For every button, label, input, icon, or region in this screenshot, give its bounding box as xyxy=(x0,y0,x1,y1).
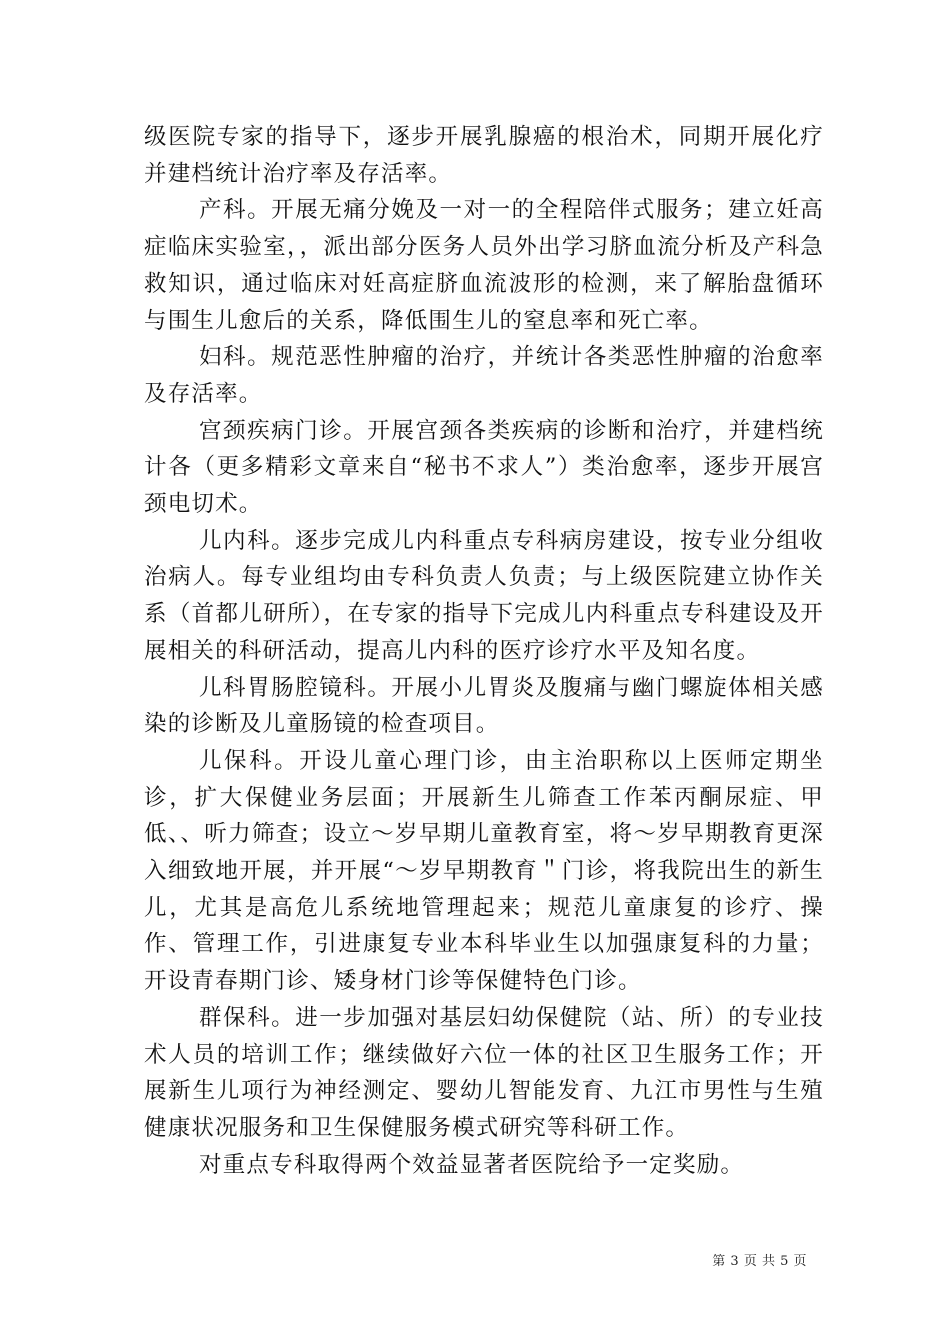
paragraph-continuation: 级医院专家的指导下，逐步开展乳腺癌的根治术，同期开展化疗并建档统计治疗率及存活率。 xyxy=(144,124,824,187)
page-number: 第 3 页 共 5 页 xyxy=(712,1254,807,1269)
paragraph-pediatric-internal: 儿内科。逐步完成儿内科重点专科病房建设，按专业分组收治病人。每专业组均由专科负责人负责；与上级医院建立协作关系（首都儿研所），在专家的指导下完成儿内科重点专科建设及开展相关的科研活动，提高儿内科的医疗诊疗水平及知名度。 xyxy=(144,527,824,664)
paragraph-obstetrics: 产科。开展无痛分娩及一对一的全程陪伴式服务；建立妊高症临床实验室，，派出部分医务人员外出学习脐血流分析及产科急救知识，通过临床对妊高症脐血流波形的检测，来了解胎盘循环与围生儿愈后的关系，降低围生儿的窒息率和死亡率。 xyxy=(144,197,824,334)
paragraph-reward: 对重点专科取得两个效益显著者医院给予一定奖励。 xyxy=(199,1151,745,1178)
document-body xyxy=(144,119,824,1183)
paragraph-child-health: 儿保科。开设儿童心理门诊，由主治职称以上医师定期坐诊，扩大保健业务层面；开展新生儿筛查工作苯丙酮尿症、甲低、、听力筛查；设立～岁早期儿童教育室，将～岁早期教育更深入细致地开展，并开展“～岁早期教育＂门诊，将我院出生的新生儿，尤其是高危儿系统地管理起来；规范儿童康复的诊疗、操作、管理工作，引进康复专业本科毕业生以加强康复科的力量；开设青春期门诊、矮身材门诊等保健特色门诊。 xyxy=(144,747,824,995)
paragraph-gynecology: 妇科。规范恶性肿瘤的治疗，并统计各类恶性肿瘤的治愈率及存活率。 xyxy=(144,344,824,407)
paragraph-community-health: 群保科。进一步加强对基层妇幼保健院（站、所）的专业技术人员的培训工作；继续做好六位一体的社区卫生服务工作；开展新生儿项行为神经测定、婴幼儿智能发育、九江市男性与生殖健康状况服务和卫生保健服务模式研究等科研工作。 xyxy=(144,1004,824,1141)
paragraph-cervical-clinic: 宫颈疾病门诊。开展宫颈各类疾病的诊断和治疗，并建档统计各（更多精彩文章来自“秘书不求人”）类治愈率，逐步开展宫颈电切术。 xyxy=(144,417,824,518)
paragraph-pediatric-endoscopy: 儿科胃肠腔镜科。开展小儿胃炎及腹痛与幽门螺旋体相关感染的诊断及儿童肠镜的检查项目。 xyxy=(144,674,824,738)
